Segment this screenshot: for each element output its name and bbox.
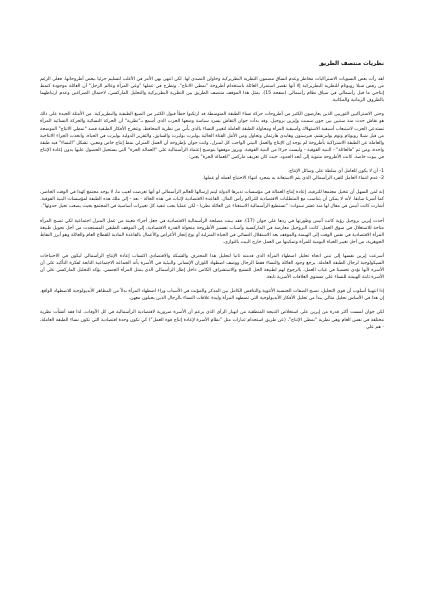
- numbered-list: [40, 168, 384, 182]
- paragraph: وحتى الاشتراكيين الثوريين الذين يعارضون الكثير من أطروحات حركة نساء الطبقة المتوسطة قد ارتكبوا خطأ قبول الكثير من الصيغ الطبقية والبطريركية. من الأمثلة الجيدة على ذلك هو نقاش حدث منذ سنتين بين جون سميث وإيرين بروجيل. وقد بدأت جوان التقاش بسرد سياسة وضعها الحزب الذي أسمع بـ"نظرية" أن الحركة النسائية والحركة النسائية المرأة تستدعي الحزب لاستيعاب أسبقية الاستهلاك وأسبقية المرأة ومحاولة الطبقة العاملة لتغيير النساء بالذي يأتي من نظرية المحافظ، وتتخرج الأفكار الطبقية قصد "نمطي الانتاج" الموضحة من قبل شيلا روبوثام وتوم بولبرتشم، فيرسنون وهايدي هارتمان وتحاول ومن الأمل الفتاة الحالية بولبرت بولبرت والسابق، والتقرير الدولية بولبرت في الحياة، واتخذت الجزاء الانتاجية والعاملة عن الطبقة الاشتراكية بأطروحة لم يوجد إن الإنتاج والعمل البيتي الواجب كل لمنزل، واتت جوان بإطروحة أن العمل المنزلي نمط إنتاج خاص ومعين، تشكل "النساء" فيه طبقة واحدة، ومن ثم "فالعائلة" - البنية الفوقية - وليست جزءا من البنية الفوقية. وبروز موقفها بتوضيح إعتماد الرأسمالية على "العمالة الحرة" التي يستحيل الحصول عليها بدون إعادة الإنتاج في بيوت خاصة. كانت الأطروحة متنوية إلى أبعد الحدود. حيث كان تعريف ماركس "للعمالة الحرة" يعني:: [40, 112, 384, 160]
- paragraph: إنه لمن السهل أن تتخيل مجتمعا للترفيه، إعادة إنتاج العمالة في مؤسسات تديرها الدولة ليتم إرسالها للعالم الرأسمالي لو أنها تعرضت لعيب ما، لا يوجد مجتمع كهذا في الوقت الحاضر، كما أشرنا سابقا. لأنه لا يمكن أن يتناسب مع المتطلبات الاقتصادية للتراكم رأس المال. القاعدة الاقتصادية لإثبات في هذه الحالة - بعد - إلى ملك هذه الطبقة لمؤسسات البنية الفوقية. أشارت كانت أنيس في مقال لها منذ عشر سنوات: "تستطيع الرأسمالية الاستغناء عن العائلة نظريا - لكن عمليا يجب تنفيذ كل تغييرات أساسية في المجتمع بحيث يصعب تخيل حدوثها".: [40, 190, 384, 210]
- document-title: نظريات منتصف الطريق: [318, 61, 384, 67]
- paragraph: أخذت إيرين بروجيل رؤية كانت أنيس وطورتها في ردها على جوان (17). فقد بينت مصلحة الرأسمالية الاقتصادية في جعل أجزاء معينة من عمل المنزل اجتماعية لكي تصبح المرأة متاحة للاستغلال في سوق العمل. كانت البروجيل معارضة في الماركسية وأسباب تفسير الأطروحة متحولة القدرة الاقتصادية، إلى الموقف الطبقي المستحدث من أجل تحويل طبيعة المرأة الاقتصادية في نفس الوقت إلى الهيمنة والموقف بعد الاستقلال النسائي في الحياة المنزلية أو نوع إنجاز الأغراض والأعمال بالقاعدة المادية للقطاع العام والعائلة وهو أبرز النقاط الجوهرية، من أجل تغيير الحياة اليومية للمرأة وتمكينها من العمل خارج البيت بالتوازي.: [40, 218, 384, 245]
- paragraph: إذا انتهينا أسلوب أن قوي التحليل، تصبح الصفات الجنسية الأنثوية والتناقض الكامل بين المذكر والمؤنث في الأسباب وراء اضطهاد المرأة بدلاً من المظاهر الأيديولوجية للاضطهاد الواقع. إن هذا في الأساس تحليل مثالي يبدأ من تحليل الأفكار الأيديولوجية التي تضطهد المرأة وليدة علاقات النساء بالرجال الذين يحيلون معهن.: [40, 289, 384, 302]
- paragraph: لقد رأت بعض النسويات الاشتراكيات مخاطر وعدم اتساق مضمون النظرية البطريركية وحاولن التصدي لها. لكن انتهى بهن الأمر في الأغلب لتسليم جزئيا ببعض أطروحاتها. فعلى الرغم من رفض شيلا روبوثام للنظرية البطريركية إلا أنها تقصر استمرار العائلة باستخدام أطروحة "نمطي الانتاج". وتطرح في عملها "وعي المرأة وعالم الرجل" أن العائلة موجودة كنمط إنتاجي ما قبل رأسمالي في سياق نظام رأسمالي (صفحة 15). يمثل هذا الموقف منتصف الطريق بين النظرية البطريركية والتحليل الماركسي، لاحتمال الصراعين وعدم ارتباطهما بالظروف الزمانية والمكانية.: [40, 77, 384, 104]
- list-item: 1- أن لا يكون للعامل أي سلطة على وسائل الإنتاج.: [287, 169, 384, 175]
- document-body: [40, 60, 384, 338]
- paragraph: أسرعت إيرين نفسها إلى تبني اتجاه تحليل اضطهاد المرأة الذي قدمته ثانيا لتحليل هذا المحترف والشبكة والاقتصادي اكتساب إعادة الإنتاج الرأسمالي ليكون في الاحتياجات السيكولوجية لرجال الطبقة العاملة. يرجع وجود العائلة والنساء فقط الرجال ووصف اضطهاد اللوزان الإنساني والبيئية في الأسرة بأنه الجماعة الاجتماعية التابعة لفكرة التأكيد على أن الأسرة لأنها تؤدي تحسينا في غياب العمل، بالرجوع لهم لطبيعة الحل للنسيج والاستشراف الكامن داخل إطار الرأسمالي الذي يمثل المرأة الجنسي. يؤكد التحليل الماركسي على أن الأسرة ثابتة الهيمنة للنساء على مستوى العلاقات الأسرية تابعة.: [40, 253, 384, 281]
- list-item: 2- عدم انتماء العامل للفرد الرأسمالي الذي يتم الاستعانة به بمجرد انتهاء الاحتياج لعمله أو عملها.: [202, 176, 384, 182]
- paragraph: لكن جوان لمست أكثر قدرة من إيرين على استخلاص النتيجة المنطقية من انهيار الرأي الذي يزعم أن الأسرة ضرورية لاقتصادية الرأسمالية في كل الأوقات، لذا فقد أنشأت نظرية مختلفة في نفس العام وهي نظرية "نمطي الإنتاج"، (عن طريق استخدام عبارات مثل "نظام الأسرة لإعادة إنتاج قوة العمل") كي تكون وحدة اقتصادية التي تكون نساء الطبقة العاملة، - هم على: [40, 310, 384, 330]
